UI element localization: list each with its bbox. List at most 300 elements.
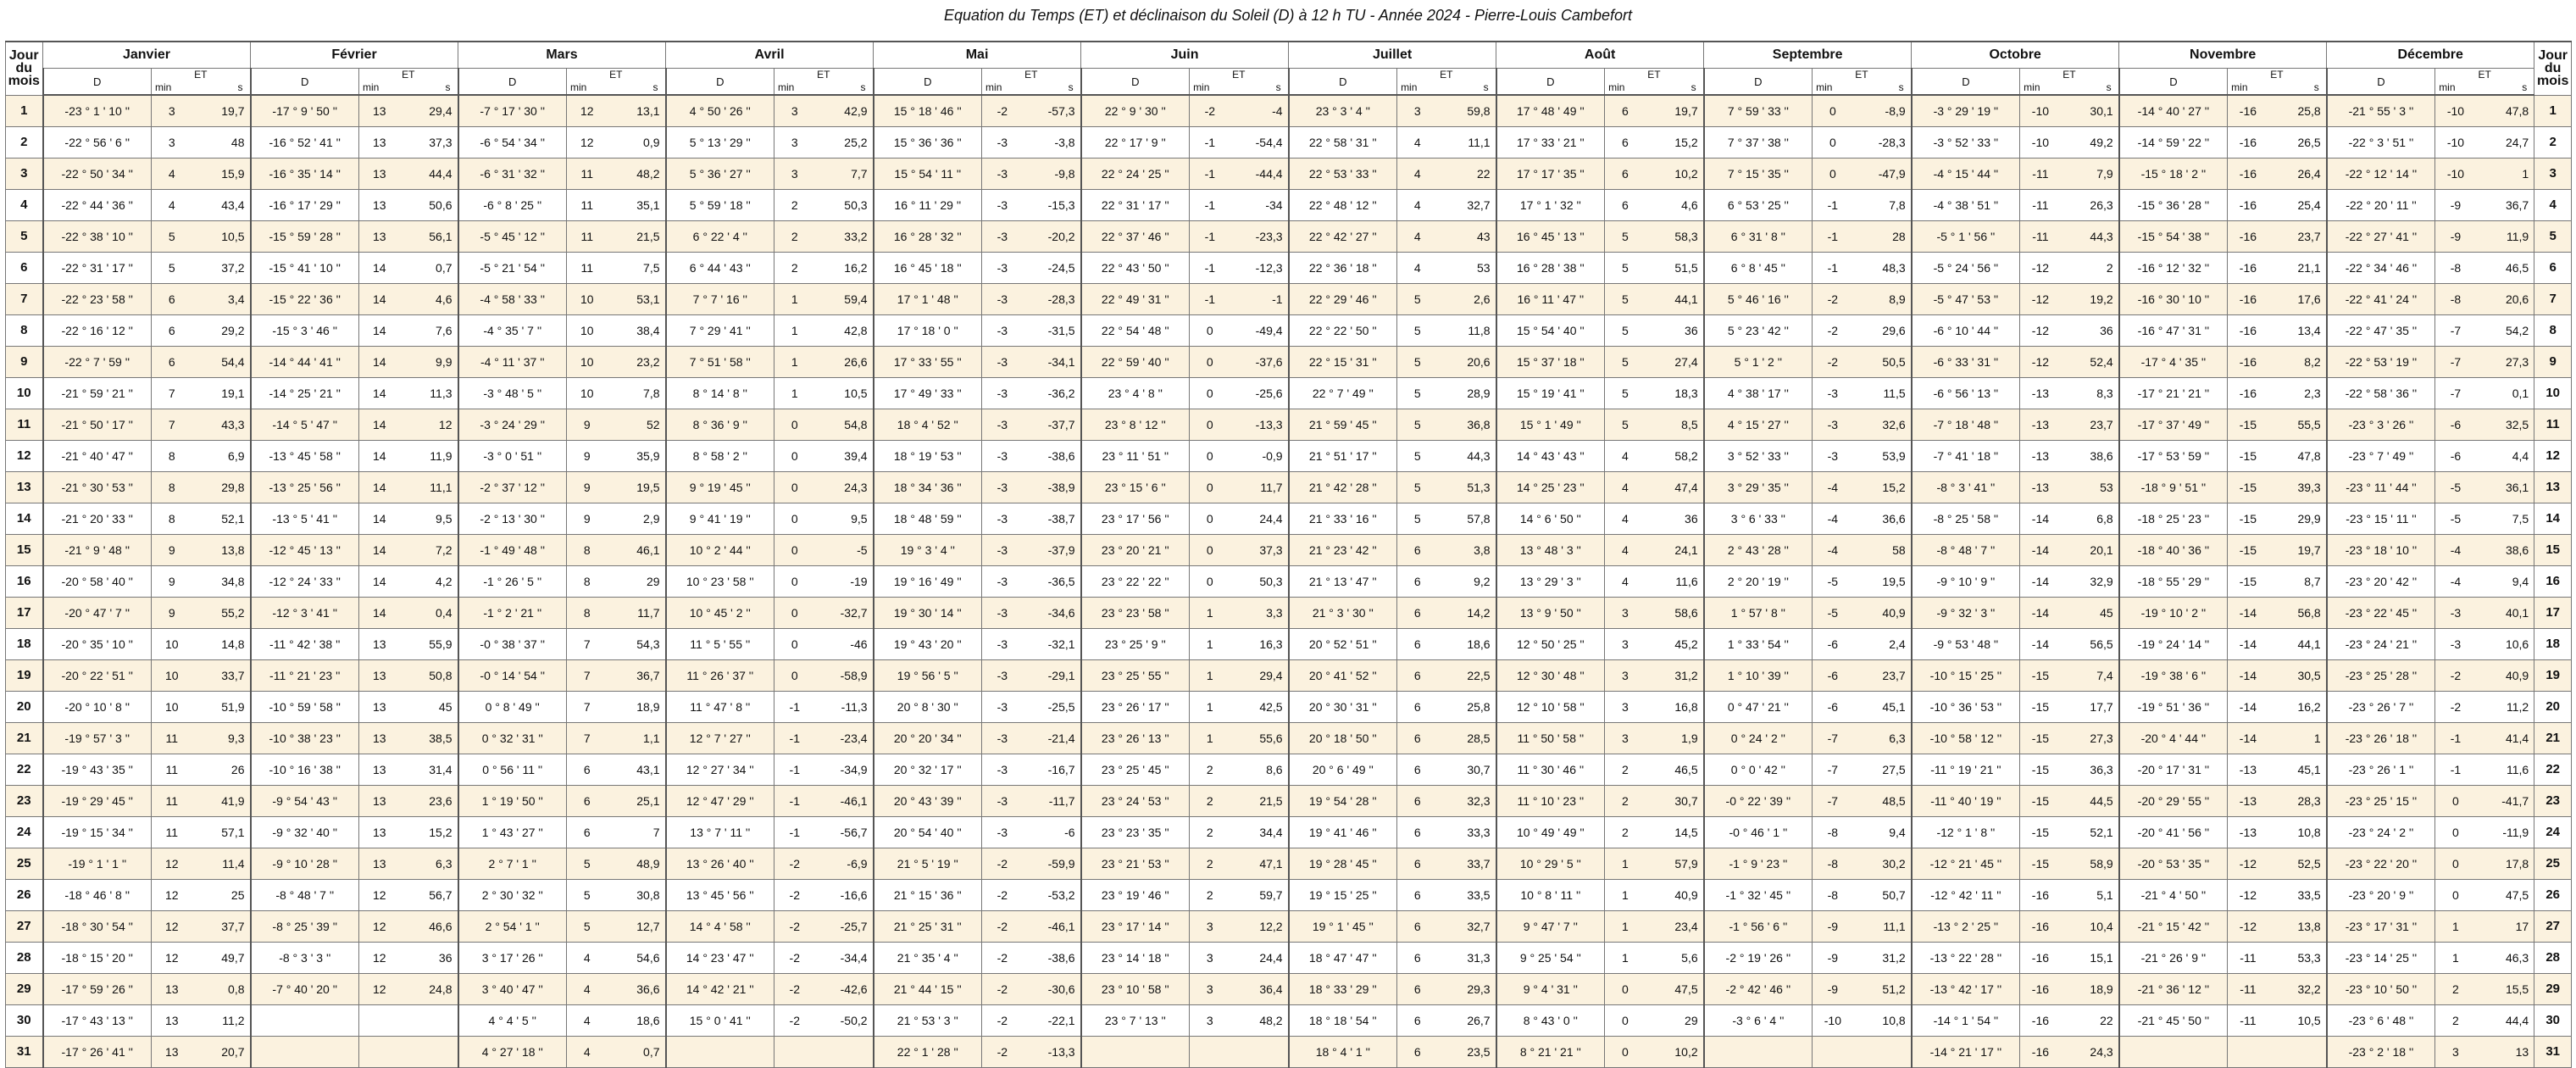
declination-cell: 13 ° 7 ' 11 '': [666, 816, 774, 848]
et-minutes-cell: 13: [359, 785, 400, 816]
day-number: 30: [2534, 1004, 2572, 1036]
et-minutes-cell: 11: [152, 722, 192, 754]
et-minutes-cell: -2: [1813, 283, 1853, 314]
et-seconds-cell: 7,5: [2476, 503, 2534, 534]
et-minutes-cell: -2: [774, 910, 815, 942]
declination-cell: 8 ° 14 ' 8 '': [666, 377, 774, 409]
declination-cell: -18 ° 25 ' 23 '': [2119, 503, 2228, 534]
et-minutes-cell: 4: [1605, 471, 1646, 503]
et-seconds-cell: 11,1: [400, 471, 458, 503]
et-minutes-cell: 4: [1605, 534, 1646, 565]
et-seconds-cell: 31,3: [1438, 942, 1496, 973]
et-seconds-cell: 13,8: [2268, 910, 2327, 942]
et-seconds-cell: 44,1: [2268, 628, 2327, 659]
et-minutes-cell: 7: [567, 691, 608, 722]
et-minutes-cell: -16: [2020, 973, 2061, 1004]
day-number: 9: [6, 346, 43, 377]
et-seconds-cell: 56,7: [400, 879, 458, 910]
declination-cell: 10 ° 49 ' 49 '': [1496, 816, 1605, 848]
et-minutes-cell: 6: [152, 283, 192, 314]
et-minutes-cell: -12: [2020, 252, 2061, 283]
et-seconds-cell: 48,3: [1853, 252, 1912, 283]
declination-cell: -22 ° 56 ' 6 '': [43, 126, 152, 158]
et-seconds-cell: 1: [2476, 158, 2534, 189]
et-seconds-cell: -28,3: [1853, 126, 1912, 158]
et-seconds-cell: 36,8: [1438, 409, 1496, 440]
et-seconds-cell: -1: [1230, 283, 1289, 314]
day-header-text: du: [2544, 61, 2562, 76]
equation-of-time-header: [774, 69, 874, 96]
et-minutes-cell: -3: [982, 503, 1023, 534]
day-number: 13: [2534, 471, 2572, 503]
et-minutes-cell: 0: [774, 534, 815, 565]
et-minutes-cell: 5: [1397, 409, 1438, 440]
et-seconds-cell: 58,9: [2061, 848, 2119, 879]
declination-cell: 18 ° 4 ' 1 '': [1289, 1036, 1397, 1067]
et-minutes-cell: 0: [1813, 158, 1853, 189]
declination-cell: -23 ° 18 ' 10 '': [2327, 534, 2435, 565]
et-minutes-cell: 1: [1605, 848, 1646, 879]
declination-cell: 5 ° 46 ' 16 '': [1704, 283, 1813, 314]
table-row: [6, 785, 2572, 816]
et-minutes-cell: 5: [1605, 283, 1646, 314]
declination-cell: -13 ° 22 ' 28 '': [1912, 942, 2020, 973]
et-seconds-cell: 48,2: [608, 158, 666, 189]
table-row: [6, 252, 2572, 283]
et-minutes-cell: 8: [567, 534, 608, 565]
et-minutes-cell: -15: [2228, 440, 2268, 471]
et-seconds-cell: 9,2: [1438, 565, 1496, 597]
declination-cell: -18 ° 55 ' 29 '': [2119, 565, 2228, 597]
et-minutes-cell: -7: [2435, 346, 2476, 377]
declination-cell: -23 ° 25 ' 28 '': [2327, 659, 2435, 691]
et-minutes-cell: 4: [1397, 189, 1438, 220]
et-seconds-cell: [2268, 1036, 2327, 1067]
day-number: 18: [6, 628, 43, 659]
et-seconds-cell: 3,8: [1438, 534, 1496, 565]
et-minutes-cell: -2: [982, 95, 1023, 126]
et-minutes-cell: 1: [1605, 942, 1646, 973]
declination-cell: -3 ° 6 ' 4 '': [1704, 1004, 1813, 1036]
et-seconds-cell: 53: [2061, 471, 2119, 503]
declination-cell: 16 ° 11 ' 47 '': [1496, 283, 1605, 314]
day-number: 10: [6, 377, 43, 409]
declination-cell: 7 ° 7 ' 16 '': [666, 283, 774, 314]
et-seconds-cell: 11,7: [1230, 471, 1289, 503]
declination-cell: 8 ° 58 ' 2 '': [666, 440, 774, 471]
declination-cell: -6 ° 31 ' 32 '': [458, 158, 567, 189]
et-seconds-cell: 14,8: [192, 628, 251, 659]
declination-cell: 0 ° 24 ' 2 '': [1704, 722, 1813, 754]
et-minutes-cell: -3: [982, 691, 1023, 722]
et-minutes-cell: 14: [359, 409, 400, 440]
et-minutes-cell: -1: [1813, 189, 1853, 220]
declination-cell: -14 ° 40 ' 27 '': [2119, 95, 2228, 126]
et-minutes-cell: -1: [1190, 158, 1230, 189]
declination-cell: 5 ° 59 ' 18 '': [666, 189, 774, 220]
et-minutes-cell: -3: [982, 252, 1023, 283]
et-minutes-cell: 0: [1190, 377, 1230, 409]
seconds-label: s: [652, 81, 658, 93]
seconds-label: s: [860, 81, 866, 93]
declination-cell: 0 ° 32 ' 31 '': [458, 722, 567, 754]
et-seconds-cell: 24,4: [1230, 503, 1289, 534]
et-minutes-cell: 0: [1813, 95, 1853, 126]
et-minutes-cell: 3: [1190, 1004, 1230, 1036]
declination-cell: -22 ° 47 ' 35 '': [2327, 314, 2435, 346]
et-seconds-cell: 23,6: [400, 785, 458, 816]
month-header: Décembre: [2327, 42, 2534, 69]
et-seconds-cell: 54,3: [608, 628, 666, 659]
declination-cell: 2 ° 30 ' 32 '': [458, 879, 567, 910]
day-number: 13: [6, 471, 43, 503]
declination-cell: -0 ° 14 ' 54 '': [458, 659, 567, 691]
declination-cell: -21 ° 20 ' 33 '': [43, 503, 152, 534]
declination-cell: -22 ° 12 ' 14 '': [2327, 158, 2435, 189]
declination-cell: -18 ° 46 ' 8 '': [43, 879, 152, 910]
et-minutes-cell: 5: [1605, 314, 1646, 346]
day-number: 30: [6, 1004, 43, 1036]
et-seconds-cell: 23,5: [1438, 1036, 1496, 1067]
et-minutes-cell: -16: [2228, 377, 2268, 409]
et-minutes-cell: 6: [567, 816, 608, 848]
declination-cell: 3 ° 52 ' 33 '': [1704, 440, 1813, 471]
et-minutes-cell: 13: [359, 691, 400, 722]
et-seconds-cell: -6,9: [815, 848, 874, 879]
day-number: 23: [6, 785, 43, 816]
et-seconds-cell: 13,4: [2268, 314, 2327, 346]
declination-cell: -21 ° 9 ' 48 '': [43, 534, 152, 565]
et-seconds-cell: 9,3: [192, 722, 251, 754]
et-minutes-cell: 13: [152, 1036, 192, 1067]
declination-cell: -21 ° 50 ' 17 '': [43, 409, 152, 440]
declination-cell: 23 ° 19 ' 46 '': [1081, 879, 1190, 910]
et-seconds-cell: 22,5: [1438, 659, 1496, 691]
et-minutes-cell: 13: [359, 189, 400, 220]
et-minutes-cell: 3: [2435, 1036, 2476, 1067]
et-seconds-cell: 6,8: [2061, 503, 2119, 534]
declination-cell: -22 ° 41 ' 24 '': [2327, 283, 2435, 314]
et-seconds-cell: 36: [1646, 314, 1704, 346]
et-minutes-cell: 5: [1397, 346, 1438, 377]
et-seconds-cell: 13,1: [608, 95, 666, 126]
declination-cell: -19 ° 38 ' 6 '': [2119, 659, 2228, 691]
et-seconds-cell: 51,5: [1646, 252, 1704, 283]
et-minutes-cell: 6: [1605, 158, 1646, 189]
et-minutes-cell: -15: [2020, 785, 2061, 816]
table-row: [6, 722, 2572, 754]
et-seconds-cell: 7,9: [2061, 158, 2119, 189]
et-seconds-cell: 33,5: [1438, 879, 1496, 910]
et-minutes-cell: -16: [2228, 252, 2268, 283]
et-seconds-cell: 17,8: [2476, 848, 2534, 879]
declination-cell: 8 ° 21 ' 21 '': [1496, 1036, 1605, 1067]
table-row: [6, 346, 2572, 377]
declination-cell: -7 ° 41 ' 18 '': [1912, 440, 2020, 471]
declination-cell: 23 ° 3 ' 4 '': [1289, 95, 1397, 126]
declination-cell: -6 ° 8 ' 25 '': [458, 189, 567, 220]
et-minutes-cell: 1: [1190, 628, 1230, 659]
et-seconds-cell: 46,5: [2476, 252, 2534, 283]
et-seconds-cell: -41,7: [2476, 785, 2534, 816]
et-seconds-cell: 44,4: [400, 158, 458, 189]
et-label: ET: [1855, 69, 1868, 81]
et-minutes-cell: -8: [2435, 252, 2476, 283]
seconds-label: s: [2522, 81, 2528, 93]
declination-cell: -5 ° 21 ' 54 '': [458, 252, 567, 283]
et-seconds-cell: -4: [1230, 95, 1289, 126]
et-seconds-cell: 31,2: [1646, 659, 1704, 691]
et-minutes-cell: 13: [152, 1004, 192, 1036]
et-label: ET: [2478, 69, 2491, 81]
et-seconds-cell: 57,9: [1646, 848, 1704, 879]
et-seconds-cell: 22: [2061, 1004, 2119, 1036]
et-minutes-cell: -15: [2228, 409, 2268, 440]
declination-cell: -6 ° 33 ' 31 '': [1912, 346, 2020, 377]
et-seconds-cell: 6,9: [192, 440, 251, 471]
declination-cell: -1 ° 9 ' 23 '': [1704, 848, 1813, 879]
declination-cell: 9 ° 4 ' 31 '': [1496, 973, 1605, 1004]
seconds-label: s: [1068, 81, 1074, 93]
et-minutes-cell: -3: [982, 189, 1023, 220]
et-minutes-cell: -14: [2020, 534, 2061, 565]
et-minutes-cell: -2: [774, 942, 815, 973]
et-minutes-cell: -3: [982, 220, 1023, 252]
et-seconds-cell: -3,8: [1023, 126, 1081, 158]
et-minutes-cell: 14: [359, 565, 400, 597]
et-minutes-cell: 4: [1605, 565, 1646, 597]
et-seconds-cell: 48,5: [1853, 785, 1912, 816]
et-minutes-cell: 0: [774, 565, 815, 597]
et-seconds-cell: -38,6: [1023, 942, 1081, 973]
et-minutes-cell: 14: [359, 534, 400, 565]
declination-cell: 19 ° 15 ' 25 '': [1289, 879, 1397, 910]
day-number: 21: [2534, 722, 2572, 754]
declination-cell: -23 ° 3 ' 26 '': [2327, 409, 2435, 440]
et-seconds-cell: 11,9: [2476, 220, 2534, 252]
et-minutes-cell: 0: [2435, 879, 2476, 910]
et-minutes-cell: 0: [1813, 126, 1853, 158]
et-minutes-cell: -15: [2020, 691, 2061, 722]
et-seconds-cell: 50,7: [1853, 879, 1912, 910]
declination-cell: -10 ° 15 ' 25 '': [1912, 659, 2020, 691]
et-minutes-cell: 6: [1397, 659, 1438, 691]
et-minutes-cell: 3: [1190, 973, 1230, 1004]
et-seconds-cell: -23,4: [815, 722, 874, 754]
et-minutes-cell: -16: [2020, 879, 2061, 910]
declination-cell: 6 ° 44 ' 43 '': [666, 252, 774, 283]
et-minutes-cell: 10: [567, 346, 608, 377]
et-seconds-cell: 4,6: [400, 283, 458, 314]
et-minutes-cell: 7: [152, 377, 192, 409]
declination-cell: -12 ° 1 ' 8 '': [1912, 816, 2020, 848]
et-minutes-cell: -11: [2020, 220, 2061, 252]
table-row: [6, 1036, 2572, 1067]
declination-cell: -23 ° 26 ' 1 '': [2327, 754, 2435, 785]
et-minutes-cell: -3: [982, 597, 1023, 628]
et-minutes-cell: -2: [2435, 691, 2476, 722]
declination-cell: -17 ° 53 ' 59 '': [2119, 440, 2228, 471]
et-minutes-cell: -7: [2435, 377, 2476, 409]
et-minutes-cell: 1: [774, 346, 815, 377]
day-header-text: Jour: [8, 48, 39, 64]
declination-cell: -21 ° 40 ' 47 '': [43, 440, 152, 471]
et-seconds-cell: 8,6: [1230, 754, 1289, 785]
et-seconds-cell: 17,6: [2268, 283, 2327, 314]
et-seconds-cell: 33,7: [1438, 848, 1496, 879]
et-seconds-cell: 52: [608, 409, 666, 440]
declination-cell: -21 ° 4 ' 50 '': [2119, 879, 2228, 910]
declination-cell: -6 ° 56 ' 13 '': [1912, 377, 2020, 409]
declination-cell: 23 ° 4 ' 8 '': [1081, 377, 1190, 409]
et-seconds-cell: 15,5: [2476, 973, 2534, 1004]
day-number: 1: [6, 95, 43, 126]
et-seconds-cell: -36,2: [1023, 377, 1081, 409]
declination-cell: 23 ° 15 ' 6 '': [1081, 471, 1190, 503]
et-seconds-cell: 7,8: [608, 377, 666, 409]
seconds-label: s: [1898, 81, 1904, 93]
et-seconds-cell: 10,5: [815, 377, 874, 409]
et-minutes-cell: 9: [567, 471, 608, 503]
declination-cell: 7 ° 37 ' 38 '': [1704, 126, 1813, 158]
seconds-label: s: [2313, 81, 2319, 93]
et-minutes-cell: -13: [2020, 440, 2061, 471]
et-label: ET: [1024, 69, 1038, 81]
day-number: 27: [6, 910, 43, 942]
et-minutes-cell: 6: [1397, 1036, 1438, 1067]
et-seconds-cell: -13,3: [1023, 1036, 1081, 1067]
day-number: 17: [2534, 597, 2572, 628]
declination-cell: 18 ° 19 ' 53 '': [874, 440, 982, 471]
et-seconds-cell: 36,6: [608, 973, 666, 1004]
declination-cell: 14 ° 25 ' 23 '': [1496, 471, 1605, 503]
et-seconds-cell: 11,2: [192, 1004, 251, 1036]
et-minutes-cell: 3: [1190, 942, 1230, 973]
et-minutes-cell: 5: [567, 848, 608, 879]
et-minutes-cell: 6: [1397, 1004, 1438, 1036]
et-seconds-cell: 35,9: [608, 440, 666, 471]
declination-cell: -6 ° 10 ' 44 '': [1912, 314, 2020, 346]
declination-cell: -23 ° 17 ' 31 '': [2327, 910, 2435, 942]
day-header-text: Jour: [2538, 48, 2568, 64]
declination-cell: -7 ° 40 ' 20 '': [251, 973, 359, 1004]
et-seconds-cell: 19,7: [2268, 534, 2327, 565]
day-number: 5: [6, 220, 43, 252]
day-number: 20: [2534, 691, 2572, 722]
declination-cell: -15 ° 18 ' 2 '': [2119, 158, 2228, 189]
et-minutes-cell: -14: [2228, 691, 2268, 722]
declination-cell: 19 ° 56 ' 5 '': [874, 659, 982, 691]
et-seconds-cell: -38,6: [1023, 440, 1081, 471]
et-minutes-cell: 0: [774, 440, 815, 471]
et-minutes-cell: -13: [2020, 471, 2061, 503]
et-minutes-cell: 5: [1605, 377, 1646, 409]
et-minutes-cell: -3: [982, 534, 1023, 565]
et-minutes-cell: -2: [982, 942, 1023, 973]
declination-cell: -22 ° 7 ' 59 '': [43, 346, 152, 377]
et-minutes-cell: 2: [1605, 785, 1646, 816]
declination-cell: -9 ° 10 ' 28 '': [251, 848, 359, 879]
et-seconds-cell: 48: [192, 126, 251, 158]
et-minutes-cell: 4: [1397, 158, 1438, 189]
et-minutes-cell: -12: [2020, 346, 2061, 377]
et-minutes-cell: -16: [2020, 910, 2061, 942]
declination-cell: 23 ° 26 ' 13 '': [1081, 722, 1190, 754]
minutes-label: min: [155, 81, 172, 93]
et-minutes-cell: 4: [152, 189, 192, 220]
et-minutes-cell: -1: [2435, 754, 2476, 785]
day-number: 8: [2534, 314, 2572, 346]
et-label: ET: [1647, 69, 1661, 81]
day-number: 9: [2534, 346, 2572, 377]
declination-cell: 15 ° 1 ' 49 '': [1496, 409, 1605, 440]
et-seconds-cell: 38,5: [400, 722, 458, 754]
et-seconds-cell: 55,5: [2268, 409, 2327, 440]
et-seconds-cell: 58,3: [1646, 220, 1704, 252]
declination-cell: 16 ° 28 ' 38 '': [1496, 252, 1605, 283]
declination-cell: -23 ° 22 ' 45 '': [2327, 597, 2435, 628]
declination-cell: -8 ° 3 ' 41 '': [1912, 471, 2020, 503]
declination-cell: -2 ° 37 ' 12 '': [458, 471, 567, 503]
et-seconds-cell: 23,4: [1646, 910, 1704, 942]
declination-cell: -10 ° 58 ' 12 '': [1912, 722, 2020, 754]
et-minutes-cell: 3: [1397, 95, 1438, 126]
et-seconds-cell: [815, 1036, 874, 1067]
et-minutes-cell: 10: [152, 691, 192, 722]
declination-cell: 22 ° 9 ' 30 '': [1081, 95, 1190, 126]
declination-cell: -8 ° 48 ' 7 '': [251, 879, 359, 910]
declination-cell: 21 ° 15 ' 36 '': [874, 879, 982, 910]
et-seconds-cell: 30,7: [1646, 785, 1704, 816]
declination-cell: 22 ° 49 ' 31 '': [1081, 283, 1190, 314]
day-number: 5: [2534, 220, 2572, 252]
declination-cell: 23 ° 17 ' 14 '': [1081, 910, 1190, 942]
et-minutes-cell: 5: [1605, 252, 1646, 283]
declination-cell: 17 ° 48 ' 49 '': [1496, 95, 1605, 126]
day-number: 27: [2534, 910, 2572, 942]
declination-cell: -12 ° 45 ' 13 '': [251, 534, 359, 565]
et-minutes-cell: 0: [774, 471, 815, 503]
et-seconds-cell: 36,7: [2476, 189, 2534, 220]
declination-cell: 20 ° 6 ' 49 '': [1289, 754, 1397, 785]
day-number: 21: [6, 722, 43, 754]
et-minutes-cell: -15: [2020, 754, 2061, 785]
et-seconds-cell: 20,7: [192, 1036, 251, 1067]
et-minutes-cell: 6: [1605, 126, 1646, 158]
et-minutes-cell: 0: [1190, 565, 1230, 597]
declination-cell: -18 ° 40 ' 36 '': [2119, 534, 2228, 565]
et-minutes-cell: -8: [1813, 816, 1853, 848]
et-seconds-cell: 0,7: [608, 1036, 666, 1067]
et-seconds-cell: 15,2: [1646, 126, 1704, 158]
et-minutes-cell: -10: [2435, 158, 2476, 189]
declination-cell: 23 ° 8 ' 12 '': [1081, 409, 1190, 440]
et-seconds-cell: -30,6: [1023, 973, 1081, 1004]
et-seconds-cell: 32,3: [1438, 785, 1496, 816]
declination-cell: -20 ° 58 ' 40 '': [43, 565, 152, 597]
et-seconds-cell: -25,5: [1023, 691, 1081, 722]
declination-cell: 5 ° 13 ' 29 '': [666, 126, 774, 158]
day-number: 3: [2534, 158, 2572, 189]
declination-cell: -23 ° 26 ' 18 '': [2327, 722, 2435, 754]
et-seconds-cell: 28,5: [1438, 722, 1496, 754]
et-seconds-cell: 49,7: [192, 942, 251, 973]
et-seconds-cell: 11,8: [1438, 314, 1496, 346]
minutes-label: min: [1193, 81, 1210, 93]
day-number: 26: [2534, 879, 2572, 910]
et-minutes-cell: 8: [152, 440, 192, 471]
minutes-label: min: [2439, 81, 2456, 93]
